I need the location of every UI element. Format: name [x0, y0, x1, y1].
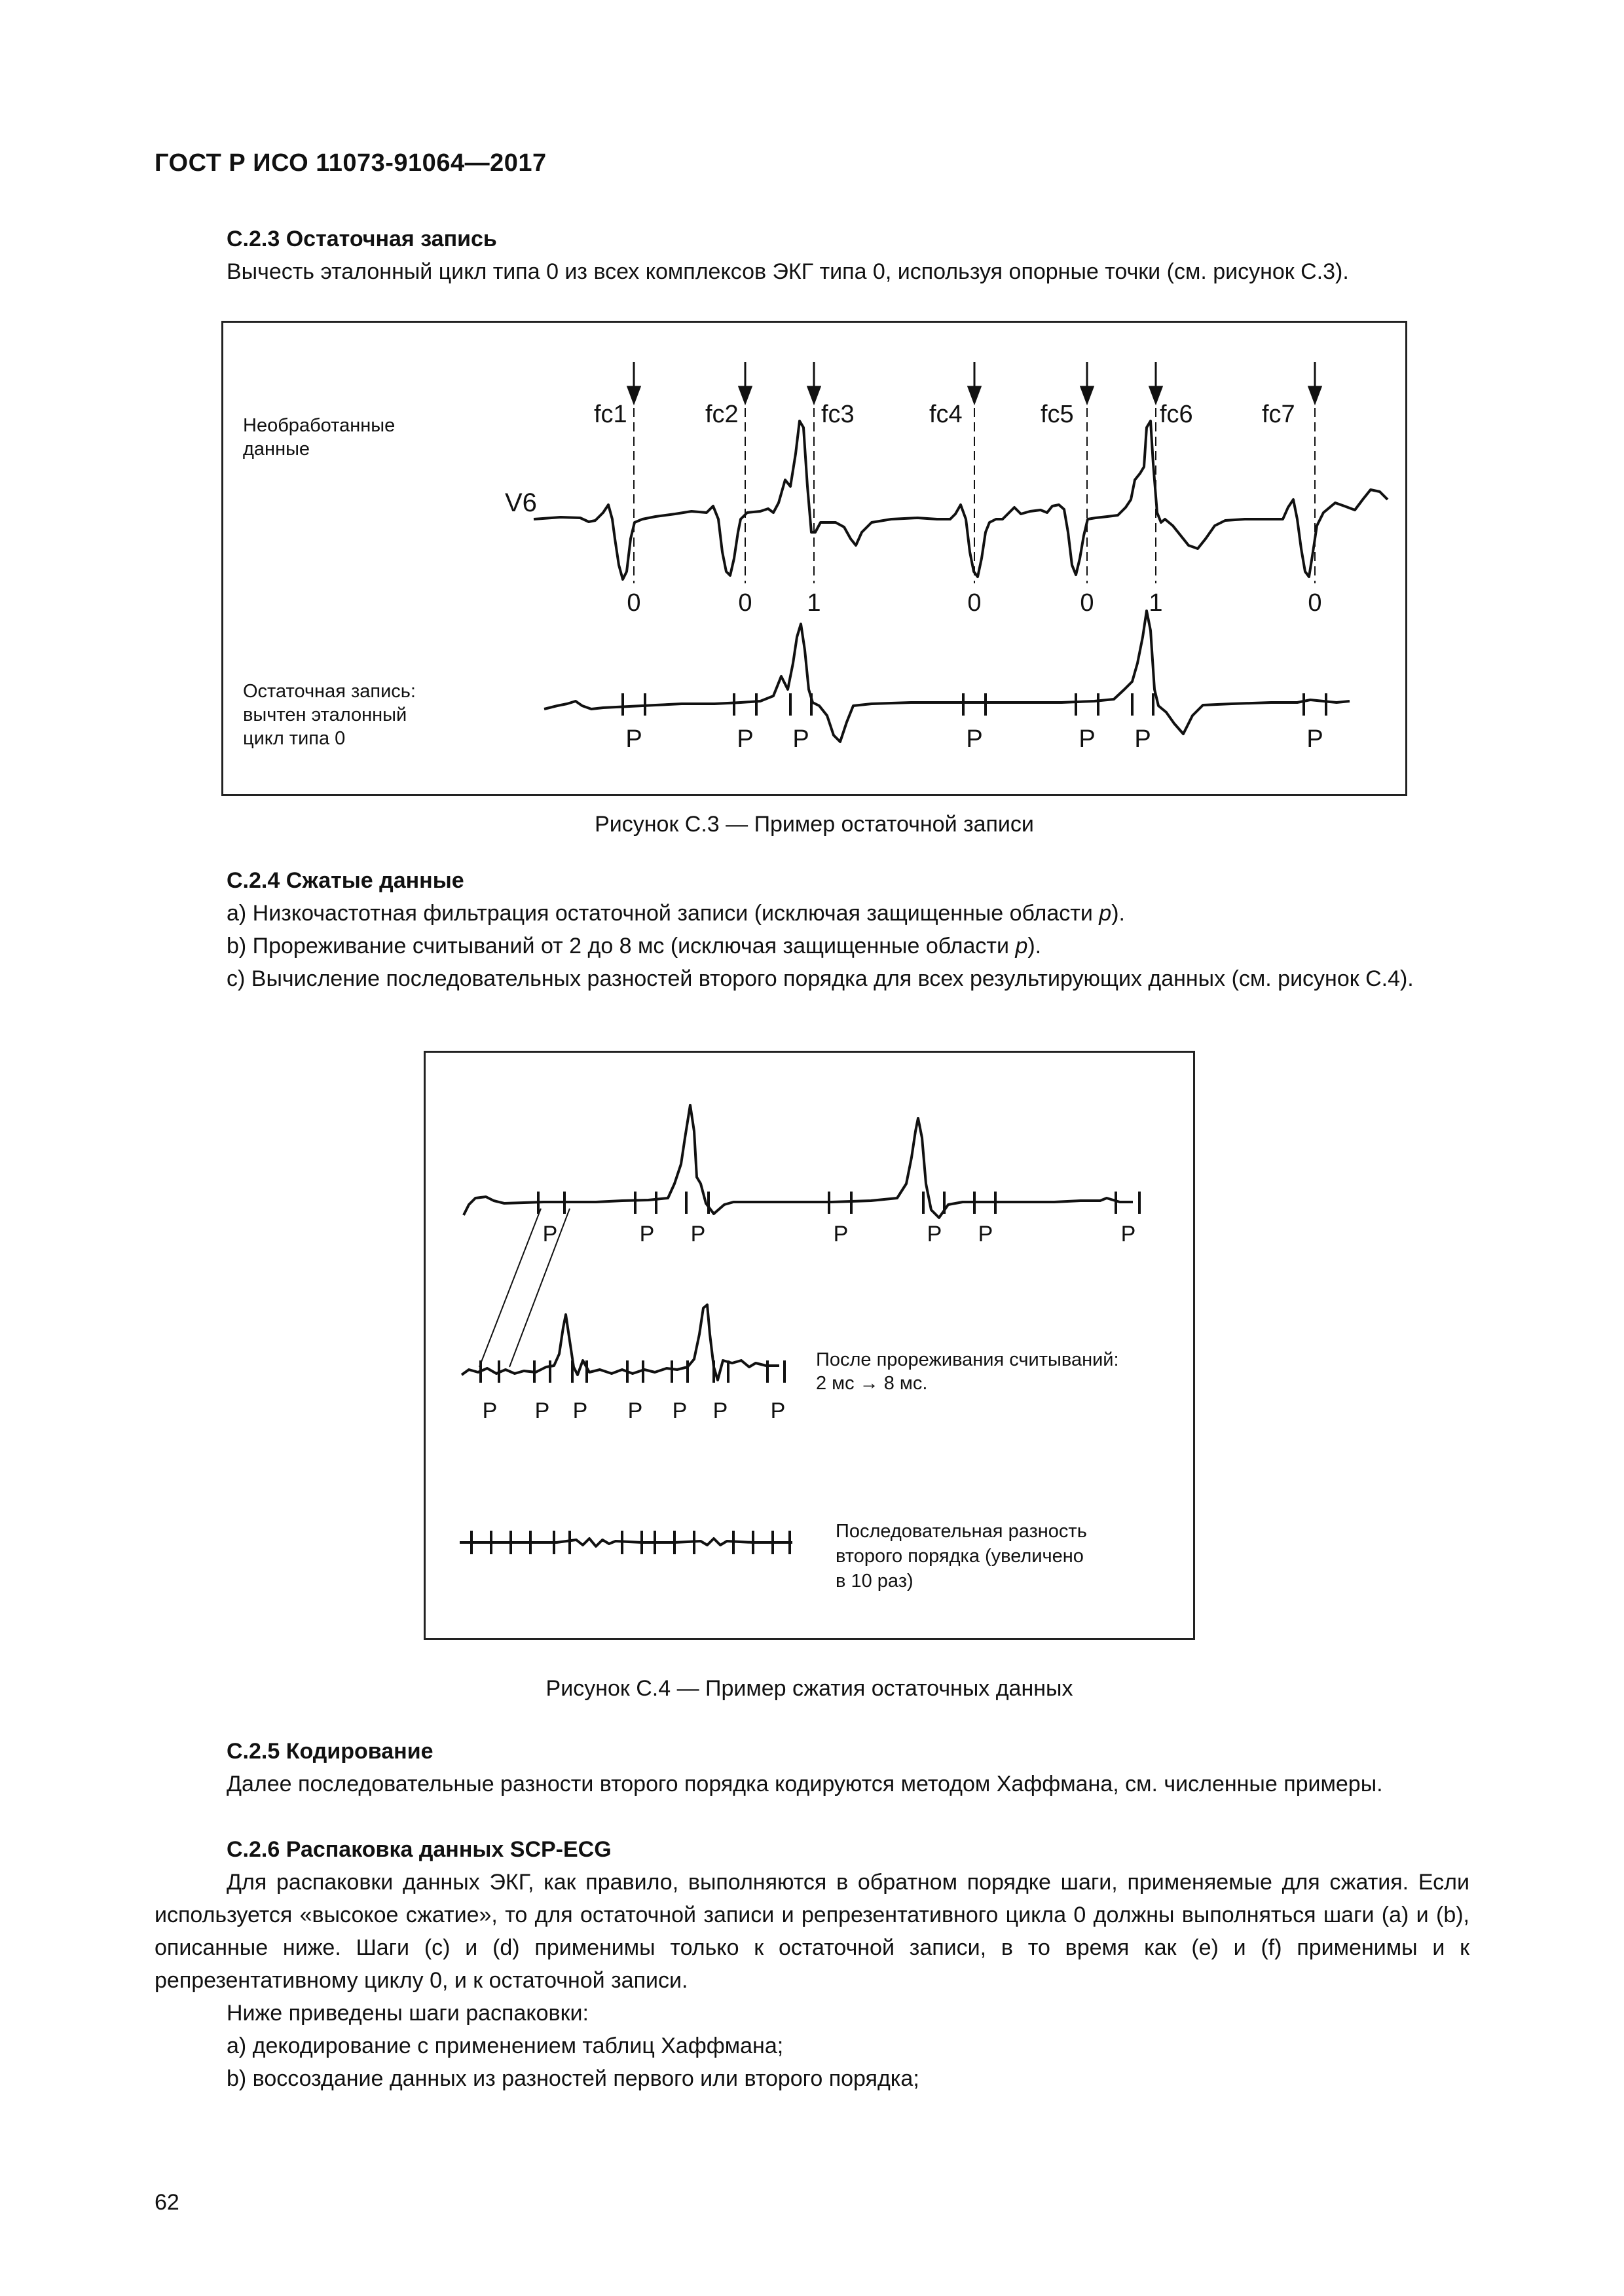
p-label: P: [737, 725, 754, 753]
p-label: P: [792, 725, 809, 753]
section-c23: [155, 223, 1469, 288]
arrow-head: [808, 387, 820, 403]
decimated-p-labels: [483, 1398, 786, 1423]
fc-labels: [594, 401, 1295, 428]
type-digit-5: 0: [1080, 589, 1094, 617]
type-digit-4: 0: [967, 589, 982, 617]
p-label: P: [639, 1222, 655, 1247]
decimation-label-line1: После прореживания считываний:: [816, 1349, 1119, 1370]
section-c23-heading: C.2.3 Остаточная запись: [227, 227, 497, 251]
fc-label-4: fc4: [929, 401, 963, 428]
p-label: P: [625, 725, 642, 753]
fiducial-arrows: [628, 362, 1321, 403]
item-b-text: b) Прореживание считываний от 2 до 8 мс (исключая защищенные области: [227, 934, 1016, 958]
p-label: P: [712, 1398, 728, 1423]
section-c26-steps-intro: Ниже приведены шаги распаковки:: [227, 2001, 589, 2026]
cycle-type-digits: [627, 589, 1321, 617]
raw-ecg-trace: [534, 421, 1388, 579]
type-digit-7: 0: [1308, 589, 1322, 617]
type-digit-6: 1: [1149, 589, 1163, 617]
p-label: P: [927, 1222, 942, 1247]
label-raw-line1: Необработанные: [243, 415, 396, 436]
p-label: P: [542, 1222, 558, 1247]
p-label: P: [572, 1398, 588, 1423]
fc-label-2: fc2: [705, 401, 739, 428]
item-b-end: ).: [1027, 934, 1042, 958]
fc-label-7: fc7: [1262, 401, 1295, 428]
fiducial-lines: [634, 408, 1315, 583]
section-c26-heading: C.2.6 Распаковка данных SCP-ECG: [227, 1837, 612, 1862]
p-label: P: [1079, 725, 1096, 753]
decimation-label-line2: 2 мс → 8 мс.: [816, 1373, 928, 1394]
type-digit-3: 1: [807, 589, 821, 617]
p-label: P: [1120, 1222, 1136, 1247]
figure-c4-frame: [424, 1051, 1195, 1640]
zoom-line-1: [479, 1209, 541, 1367]
section-c24-heading: C.2.4 Сжатые данные: [227, 868, 464, 893]
figure-c4: [426, 1053, 1193, 1638]
type-digit-2: 0: [738, 589, 752, 617]
figure-c4-caption: Рисунок С.4 — Пример сжатия остаточных данных: [545, 1676, 1073, 1701]
section-c23-text: Вычесть эталонный цикл типа 0 из всех комплексов ЭКГ типа 0, используя опорные точки (см. рисунок С.3).: [227, 259, 1349, 284]
p-label: P: [1134, 725, 1151, 753]
section-c25: [155, 1735, 1469, 1800]
label-residual-line3: цикл типа 0: [243, 728, 346, 749]
p-label: P: [534, 1398, 550, 1423]
label-raw-line2: данные: [243, 439, 310, 460]
section-c24-item-b: [155, 930, 1469, 962]
section-c25-text: Далее последовательные разности второго порядка кодируются методом Хаффмана, см. численные примеры.: [227, 1772, 1383, 1796]
fc-label-6: fc6: [1160, 401, 1193, 428]
top-p-labels: [543, 1222, 1136, 1247]
item-a-italic: p: [1099, 901, 1112, 926]
p-label: P: [978, 1222, 993, 1247]
protected-p-labels: [625, 725, 1323, 753]
decimated-trace: [462, 1305, 779, 1380]
item-a-end: ).: [1111, 901, 1125, 926]
p-label: P: [672, 1398, 688, 1423]
section-c26: [155, 1833, 1469, 2095]
arrow-head: [739, 387, 751, 403]
page-number: 62: [155, 2190, 179, 2215]
lead-label-v6: V6: [505, 488, 537, 517]
figure-c3: [223, 323, 1405, 794]
difference-label-line3: в 10 раз): [836, 1571, 913, 1592]
item-a-text: a) Низкочастотная фильтрация остаточной записи (исключая защищенные области: [227, 901, 1099, 926]
p-label: P: [1306, 725, 1323, 753]
section-c26-step-b: b) воссоздание данных из разностей первого или второго порядка;: [227, 2066, 919, 2091]
fc-label-3: fc3: [821, 401, 855, 428]
type-digit-1: 0: [627, 589, 641, 617]
p-label: P: [770, 1398, 786, 1423]
fc-label-5: fc5: [1041, 401, 1074, 428]
label-residual-line1: Остаточная запись:: [243, 681, 416, 702]
p-label: P: [482, 1398, 498, 1423]
section-c26-text: Для распаковки данных ЭКГ, как правило, выполняются в обратном порядке шаги, применяемые для сжатия. Если используется «высокое сжатие», то для остаточной записи и репрезентативного цикла 0 должны выполняться шаги (a) и (b), описанные ниже. Шаги (c) и (d) применимы только к остаточной записи, в то время как (e) и (f) применимы и к репрезентативному циклу 0, и к остаточной записи.: [155, 1870, 1469, 1993]
document-header: ГОСТ Р ИСО 11073-91064—2017: [155, 149, 547, 177]
section-c24-item-a: [155, 897, 1469, 930]
difference-label-line2: второго порядка (увеличено: [836, 1546, 1084, 1567]
p-label: P: [690, 1222, 706, 1247]
label-residual-line2: вычтен эталонный: [243, 704, 407, 725]
section-c24-item-c: c) Вычисление последовательных разностей второго порядка для всех результирующих данных (см. рисунок С.4).: [227, 966, 1414, 991]
residual-ecg-trace: [544, 611, 1350, 742]
p-label: P: [627, 1398, 643, 1423]
section-c24: [155, 864, 1469, 995]
figure-c3-caption: Рисунок С.3 — Пример остаточной записи: [595, 812, 1034, 837]
section-c25-heading: C.2.5 Кодирование: [227, 1739, 434, 1764]
item-b-italic: p: [1015, 934, 1028, 958]
arrow-head: [1309, 387, 1321, 403]
figure-c3-frame: [221, 321, 1407, 796]
fc-label-1: fc1: [594, 401, 627, 428]
arrow-head: [628, 387, 640, 403]
p-label: P: [833, 1222, 849, 1247]
arrow-head: [1081, 387, 1093, 403]
section-c26-step-a: a) декодирование с применением таблиц Хаффмана;: [227, 2033, 784, 2058]
arrow-head: [969, 387, 980, 403]
difference-label-line1: Последовательная разность: [836, 1521, 1087, 1542]
p-label: P: [966, 725, 983, 753]
